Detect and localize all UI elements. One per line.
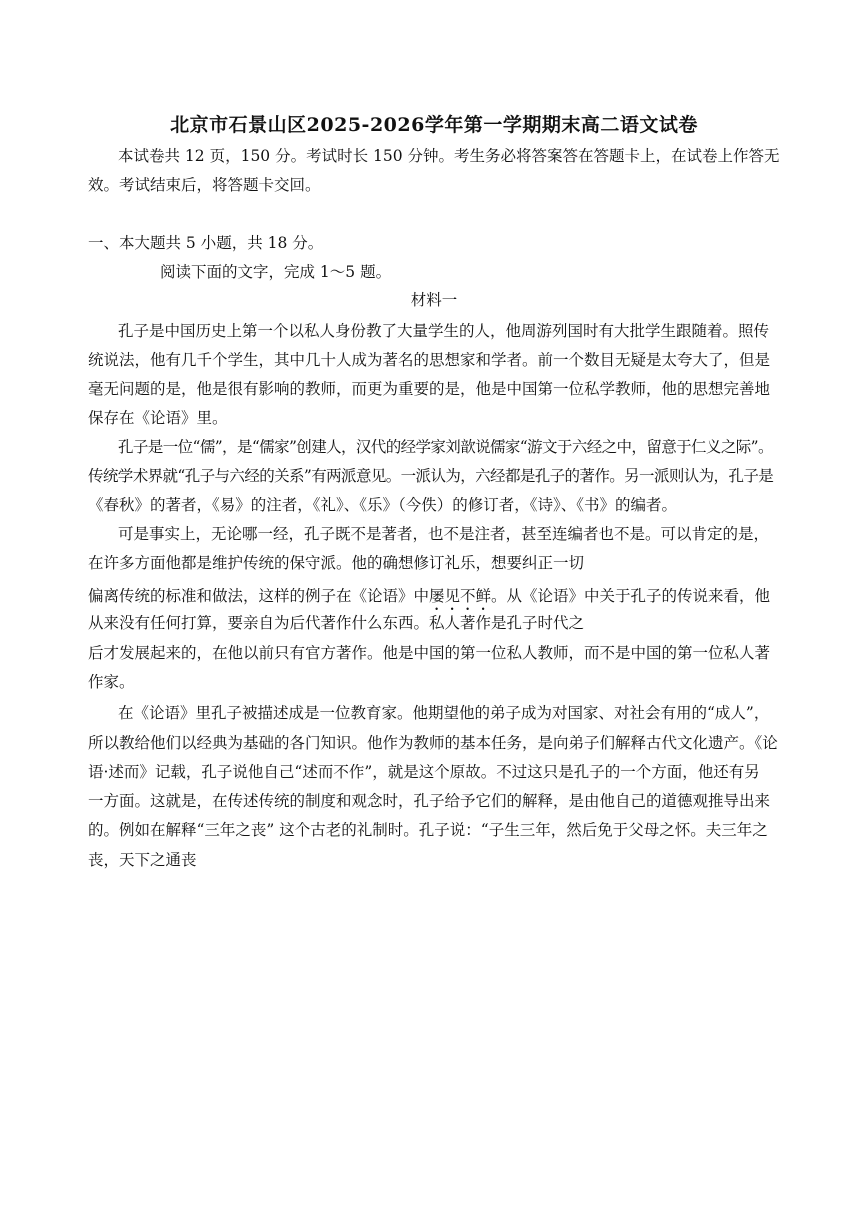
paragraph-3-line-3-part-1: 偏离传统的标准和做法，这样的例子在《论语》中 bbox=[88, 587, 430, 605]
paragraph-4-line-4: 一方面。这就是，在传述传统的制度和观念时，孔子给予它们的解释，是由他自己的道德观推导出来 bbox=[88, 792, 771, 810]
paragraph-4-line-1: 在《论语》里孔子被描述成是一位教育家。他期望他的弟子成为对国家、对社会有用的“成人”， bbox=[118, 704, 770, 722]
paragraph-3-line-3 bbox=[88, 586, 770, 614]
paragraph-4-line-5: 的。例如在解释“三年之丧” 这个古老的礼制时。孔子说：“子生三年，然后免于父母之怀。夫三年之 bbox=[88, 821, 768, 839]
exam-title: 北京市石景山区2025-2026学年第一学期期末高二语文试卷 bbox=[170, 114, 698, 136]
paragraph-2-line-3: 《春秋》的著者，《易》的注者，《礼》、《乐》（今佚）的修订者，《诗》、《书》的编者。 bbox=[88, 496, 678, 514]
paragraph-1-line-2: 统说法，他有几千个学生，其中几十人成为著名的思想家和学者。前一个数目无疑是太夸大了，但是 bbox=[88, 351, 771, 369]
paragraph-1-line-3: 毫无问题的是，他是很有影响的教师，而更为重要的是，他是中国第一位私学教师，他的思想完善地 bbox=[88, 380, 771, 398]
paragraph-3-line-3-part-2: 。从《论语》中关于孔子的传说来看，他 bbox=[491, 587, 771, 605]
material-title: 材料一 bbox=[410, 291, 458, 309]
section-heading: 一、本大题共 5 小题，共 18 分。 bbox=[88, 234, 324, 252]
emphasized-phrase: 屡见不鲜 bbox=[429, 587, 492, 605]
intro-line-2: 效。考试结束后，将答题卡交回。 bbox=[88, 176, 321, 194]
paragraph-3-line-6: 作家。 bbox=[88, 673, 135, 691]
paragraph-4-line-2: 所以教给他们以经典为基础的各门知识。他作为教师的基本任务，是向弟子们解释古代文化遗产。《论 bbox=[88, 734, 778, 752]
paragraph-3-line-5: 后才发展起来的，在他以前只有官方著作。他是中国的第一位私人教师，而不是中国的第一位私人著 bbox=[88, 644, 771, 662]
paragraph-3-line-4: 从来没有任何打算，要亲自为后代著作什么东西。私人著作是孔子时代之 bbox=[88, 614, 585, 632]
paragraph-3-line-2: 在许多方面他都是维护传统的保守派。他的确想修订礼乐，想要纠正一切 bbox=[88, 554, 585, 572]
intro-line-1: 本试卷共 12 页，150 分。考试时长 150 分钟。考生务必将答案答在答题卡上，在试卷上作答无 bbox=[118, 147, 780, 165]
paragraph-4-line-3: 语·述而》记载，孔子说他自己“述而不作”，就是这个原故。不过这只是孔子的一个方面，他还有另 bbox=[88, 763, 760, 781]
paragraph-4-line-6: 丧，天下之通丧 bbox=[88, 851, 197, 869]
paragraph-3-line-1: 可是事实上，无论哪一经，孔子既不是著者，也不是注者，甚至连编者也不是。可以肯定的是， bbox=[118, 525, 770, 543]
paragraph-1-line-1: 孔子是中国历史上第一个以私人身份教了大量学生的人，他周游列国时有大批学生跟随着。照传 bbox=[118, 322, 770, 340]
paragraph-2-line-2: 传统学术界就“孔子与六经的关系”有两派意见。一派认为，六经都是孔子的著作。另一派则认为，孔子是 bbox=[88, 467, 774, 485]
paragraph-1-line-4: 保存在《论语》里。 bbox=[88, 409, 228, 427]
reading-instruction: 阅读下面的文字，完成 1～5 题。 bbox=[160, 263, 392, 281]
paragraph-2-line-1: 孔子是一位“儒”，是“儒家”创建人，汉代的经学家刘歆说儒家“游文于六经之中，留意于仁义之际”。 bbox=[118, 438, 773, 456]
